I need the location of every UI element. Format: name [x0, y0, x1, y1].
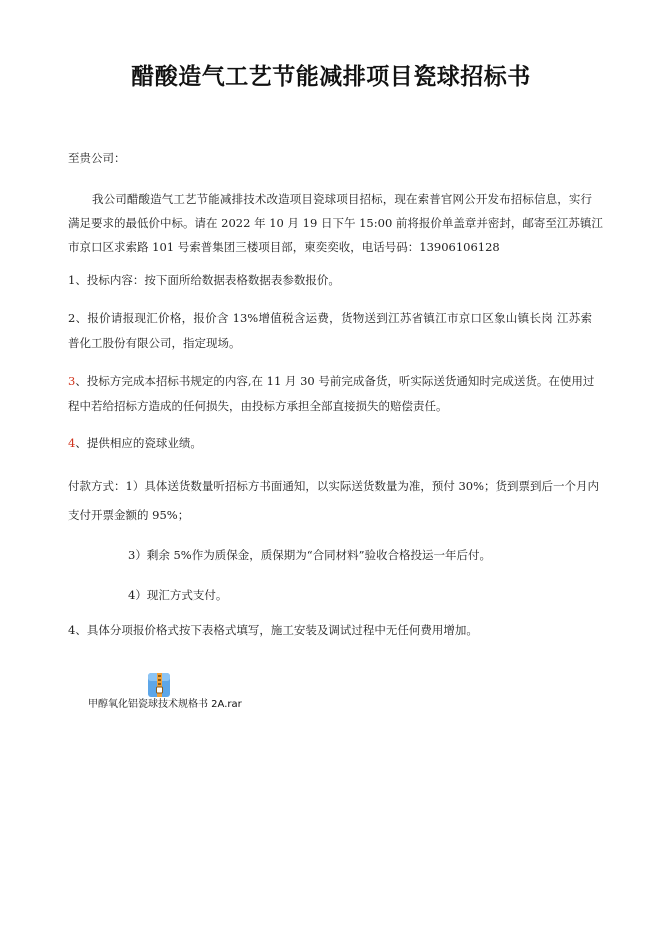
intro-line-3: 市京口区求索路 101 号索普集团三楼项目部，柬奕奕收，电话号码：13906106128 [68, 240, 500, 254]
document-title: 醋酸造气工艺节能减排项目瓷球招标书 [131, 64, 531, 90]
zip-archive-icon [146, 672, 172, 698]
payment-line-1: 付款方式：1）具体送货数量听招标方书面通知，以实际送货数量为准，预付 30%；货到票到后一个月内 [68, 479, 600, 493]
item-4-number: 4 [68, 436, 76, 450]
item-1: 1、投标内容：按下面所给数据表格数据表参数报价。 [68, 273, 340, 287]
item-3-line-2: 程中若给招标方造成的任何损失，由投标方承担全部直接损失的赔偿责任。 [68, 399, 448, 413]
intro-line-2: 满足要求的最低价中标。请在 2022 年 10 月 19 日下午 15:00 前将报价单盖章并密封，邮寄至江苏镇江 [68, 216, 603, 230]
attachment-filename[interactable]: 甲醇氧化铝瓷球技术规格书 2A.rar [88, 699, 242, 710]
item-3-text: 、投标方完成本招标书规定的内容,在 11 月 30 号前完成备货，听实际送货通知时完成送货。在使用过 [75, 374, 595, 388]
payment-item-4: 4）现汇方式支付。 [128, 588, 228, 602]
payment-item-3: 3）剩余 5%作为质保金，质保期为“合同材料”验收合格投运一年后付。 [128, 548, 491, 562]
intro-line-1: 我公司醋酸造气工艺节能减排技术改造项目瓷球项目招标，现在索普官网公开发布招标信息，实行 [92, 192, 592, 206]
item-2-line-2: 普化工股份有限公司，指定现场。 [68, 336, 241, 350]
item-3-line-1 [68, 374, 595, 388]
item-2-line-1: 2、报价请报现汇价格，报价含 13%增值税含运费，货物送到江苏省镇江市京口区象山镇长岗 江苏索 [68, 311, 592, 325]
item-4 [68, 436, 202, 450]
item-4-pricing: 4、具体分项报价格式按下表格式填写，施工安装及调试过程中无任何费用增加。 [68, 623, 478, 637]
item-4-text: 、提供相应的瓷球业绩。 [75, 436, 202, 450]
attachment-file[interactable] [84, 670, 244, 716]
item-3-number: 3 [68, 374, 76, 388]
salutation: 至贵公司： [68, 151, 126, 165]
payment-line-2: 支付开票金额的 95%； [68, 508, 190, 522]
